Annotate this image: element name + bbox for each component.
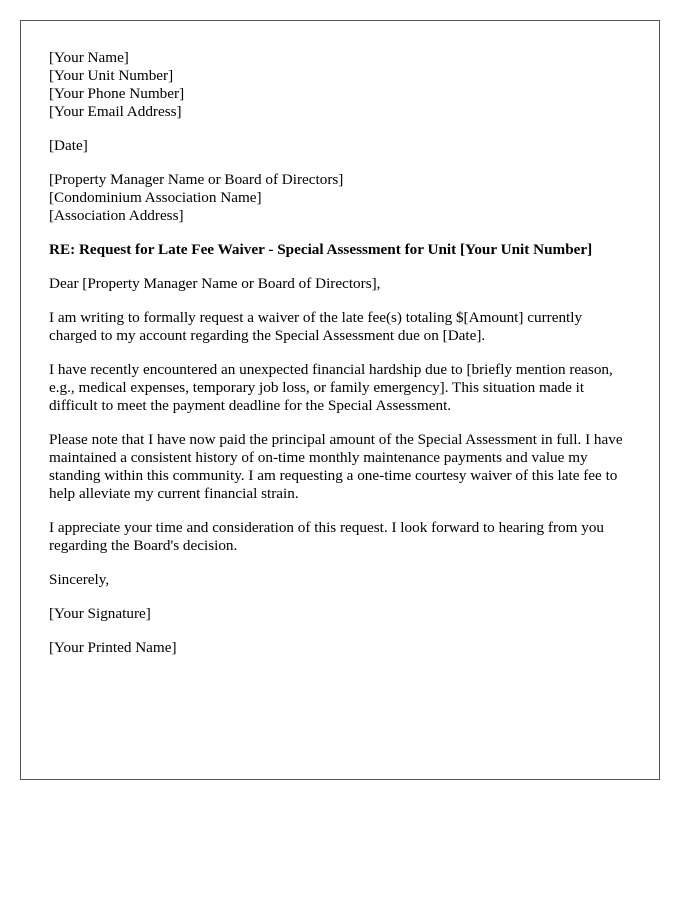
signature-placeholder: [Your Signature] <box>49 605 151 622</box>
body-paragraph-2: I have recently encountered an unexpected financial hardship due to [briefly mention reason, e.g., medical expenses, temporary job loss, or family emergency]. This situation made it difficult to meet the payment deadline for the Special Assessment. <box>49 361 613 414</box>
body-paragraph-3: Please note that I have now paid the principal amount of the Special Assessment in full. I have maintained a consistent history of on-time monthly maintenance payments and value my standing within this community. I am requesting a one-time courtesy waiver of this late fee to help alleviate my current financial strain. <box>49 431 623 502</box>
letter-date: [Date] <box>49 137 88 154</box>
body-paragraph-1: I am writing to formally request a waiver of the late fee(s) totaling $[Amount] currently charged to my account regarding the Special Assessment due on [Date]. <box>49 309 583 344</box>
letter-page <box>20 20 660 780</box>
body-paragraph-4: I appreciate your time and consideration of this request. I look forward to hearing from you regarding the Board's decision. <box>49 519 605 554</box>
printed-name: [Your Printed Name] <box>49 639 177 656</box>
recipient-association: [Condominium Association Name] <box>49 189 262 206</box>
sender-phone: [Your Phone Number] <box>49 85 185 102</box>
subject-line: RE: Request for Late Fee Waiver - Special Assessment for Unit [Your Unit Number] <box>49 241 593 258</box>
date-block <box>49 137 631 155</box>
closing: Sincerely, <box>49 571 110 588</box>
recipient-block <box>49 171 631 225</box>
sender-email: [Your Email Address] <box>49 103 182 120</box>
recipient-name: [Property Manager Name or Board of Directors] <box>49 171 344 188</box>
sender-unit: [Your Unit Number] <box>49 67 174 84</box>
sender-block <box>49 49 631 121</box>
sender-name: [Your Name] <box>49 49 129 66</box>
salutation: Dear [Property Manager Name or Board of Directors], <box>49 275 381 292</box>
recipient-address: [Association Address] <box>49 207 184 224</box>
